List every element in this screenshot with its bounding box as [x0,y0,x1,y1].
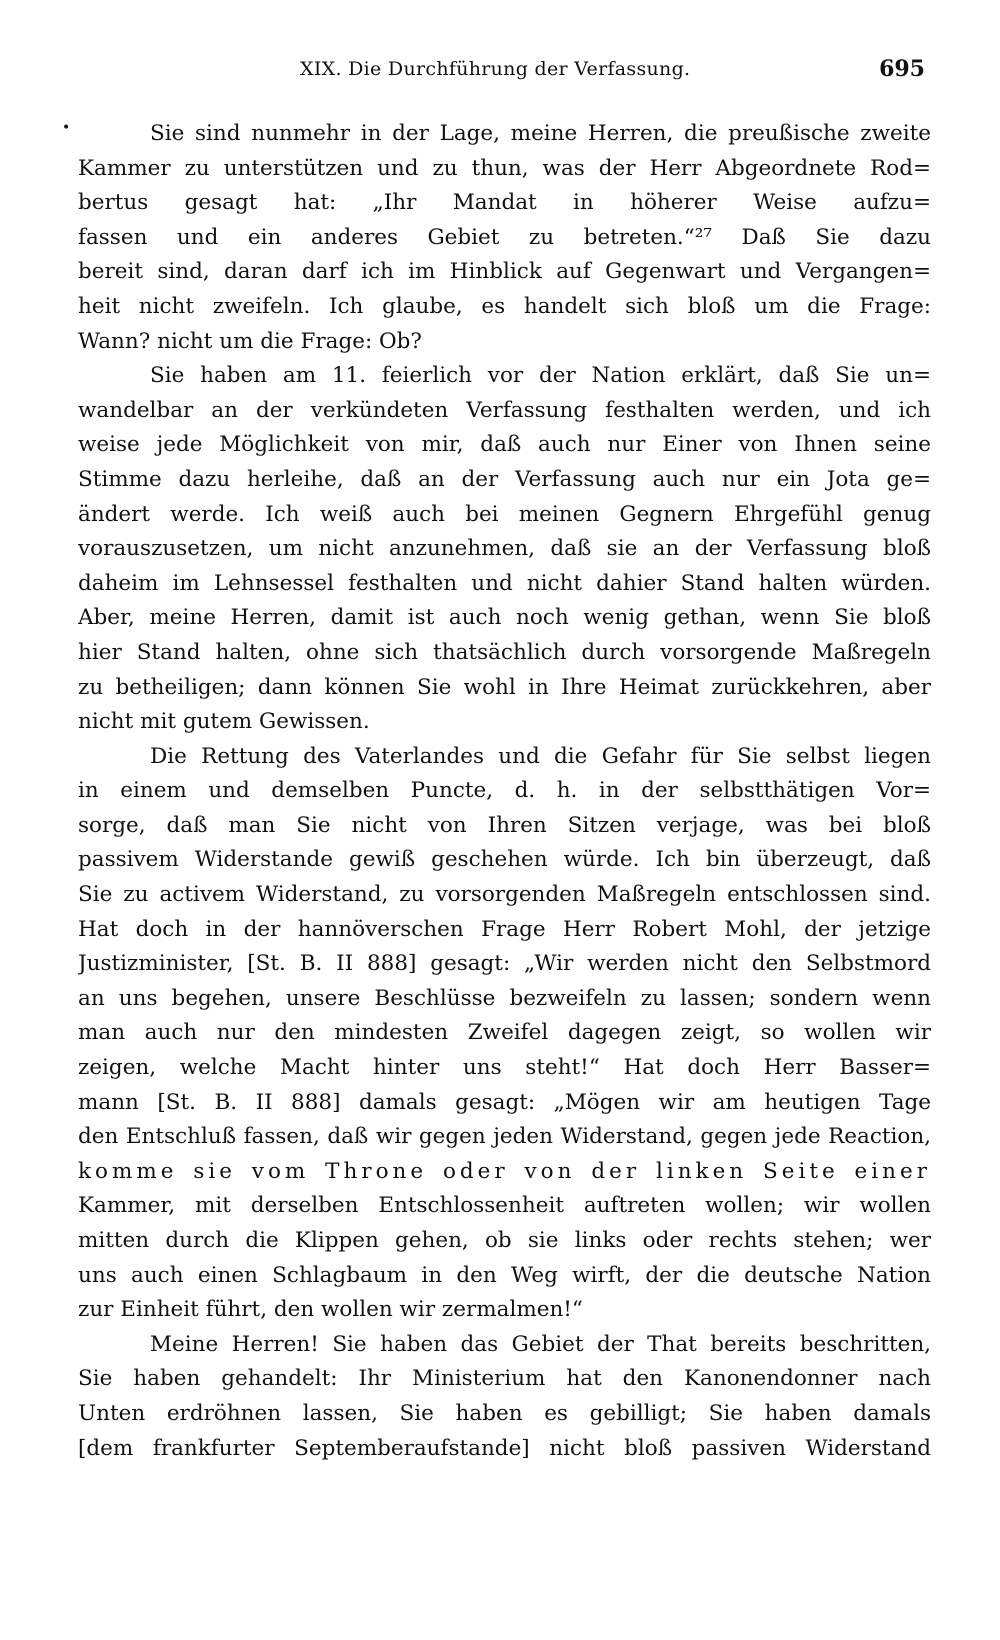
text-line: Sie sind nunmehr in der Lage, meine Herren, die preußische zweite [150,121,931,146]
text-line: daheim im Lehnsessel festhalten und nicht dahier Stand halten würden. [78,570,931,596]
text-line: weise jede Möglichkeit von mir, daß auch nur Einer von Ihnen seine [78,432,931,458]
margin-dot: • [62,120,71,136]
text-line: heit nicht zweifeln. Ich glaube, es handelt sich bloß um die Frage: [78,293,931,319]
body-text [78,117,931,1466]
text-line: mitten durch die Klippen gehen, ob sie links oder rechts stehen; wer [78,1228,931,1253]
text-line: zeigen, welche Macht hinter uns steht!“ Hat doch Herr Basser= [78,1055,931,1081]
text-line: Justizminister, [St. B. II 888] gesagt: „Wir werden nicht den Selbstmord [78,951,931,977]
text-line: Sie haben am 11. feierlich vor der Nation erklärt, daß Sie un= [150,363,931,389]
text-line: zur Einheit führt, den wollen wir zermalmen!“ [78,1297,583,1323]
text-line: in einem und demselben Puncte, d. h. in der selbstthätigen Vor= [78,778,931,804]
text-line: uns auch einen Schlagbaum in den Weg wirft, der die deutsche Nation [78,1262,931,1288]
text-line: wandelbar an der verkündeten Verfassung festhalten werden, und ich [78,397,931,423]
text-line: Die Rettung des Vaterlandes und die Gefahr für Sie selbst liegen [150,743,931,769]
text-line: Stimme dazu herleihe, daß an der Verfassung auch nur ein Jota ge= [78,466,931,492]
text-line: Hat doch in der hannöverschen Frage Herr Robert Mohl, der jetzige [78,916,931,942]
text-line: man auch nur den mindesten Zweifel dagegen zeigt, so wollen wir [78,1020,931,1046]
text-line: Unten erdröhnen lassen, Sie haben es gebilligt; Sie haben damals [78,1400,931,1426]
text-line: komme sie vom Throne oder von der linken Seite einer [78,1158,931,1184]
text-line: mann [St. B. II 888] damals gesagt: „Mögen wir am heutigen Tage [78,1089,931,1115]
text-line: Sie haben gehandelt: Ihr Ministerium hat den Kanonendonner nach [78,1366,931,1392]
text-line: Sie zu activem Widerstand, zu vorsorgenden Maßregeln entschlossen sind. [78,882,931,908]
text-line: nicht mit gutem Gewissen. [78,709,370,735]
text-line: zu betheiligen; dann können Sie wohl in Ihre Heimat zurückkehren, aber [78,674,931,700]
running-head [0,58,1000,92]
text-line: hier Stand halten, ohne sich thatsächlich durch vorsorgende Maßregeln [78,639,931,665]
page-number: 695 [879,56,925,82]
text-line: an uns begehen, unsere Beschlüsse bezweifeln zu lassen; sondern wenn [78,985,931,1011]
chapter-title: XIX. Die Durchführung der Verfassung. [300,58,691,80]
text-line: sorge, daß man Sie nicht von Ihren Sitzen verjage, was bei bloß [78,812,931,838]
text-line: passivem Widerstande gewiß geschehen würde. Ich bin überzeugt, daß [78,847,931,873]
text-line: den Entschluß fassen, daß wir gegen jeden Widerstand, gegen jede Reaction, [78,1124,931,1150]
text-line: Meine Herren! Sie haben das Gebiet der That bereits beschritten, [150,1331,931,1357]
text-line: [dem frankfurter Septemberaufstande] nicht bloß passiven Widerstand [78,1435,931,1461]
text-line: vorauszusetzen, um nicht anzunehmen, daß sie an der Verfassung bloß [78,536,931,562]
text-line: Kammer zu unterstützen und zu thun, was der Herr Abgeordnete Rod= [78,155,931,181]
text-line: Kammer, mit derselben Entschlossenheit auftreten wollen; wir wollen [78,1193,931,1219]
text-line: Aber, meine Herren, damit ist auch noch wenig gethan, wenn Sie bloß [78,605,931,631]
text-line: bereit sind, daran darf ich im Hinblick auf Gegenwart und Vergangen= [78,259,931,285]
text-line: fassen und ein anderes Gebiet zu betreten.“²⁷ Daß Sie dazu [78,224,931,250]
text-line: Wann? nicht um die Frage: Ob? [78,328,422,354]
text-line: ändert werde. Ich weiß auch bei meinen Gegnern Ehrgefühl genug [78,501,931,527]
text-line: bertus gesagt hat: „Ihr Mandat in höherer Weise aufzu= [78,190,931,216]
